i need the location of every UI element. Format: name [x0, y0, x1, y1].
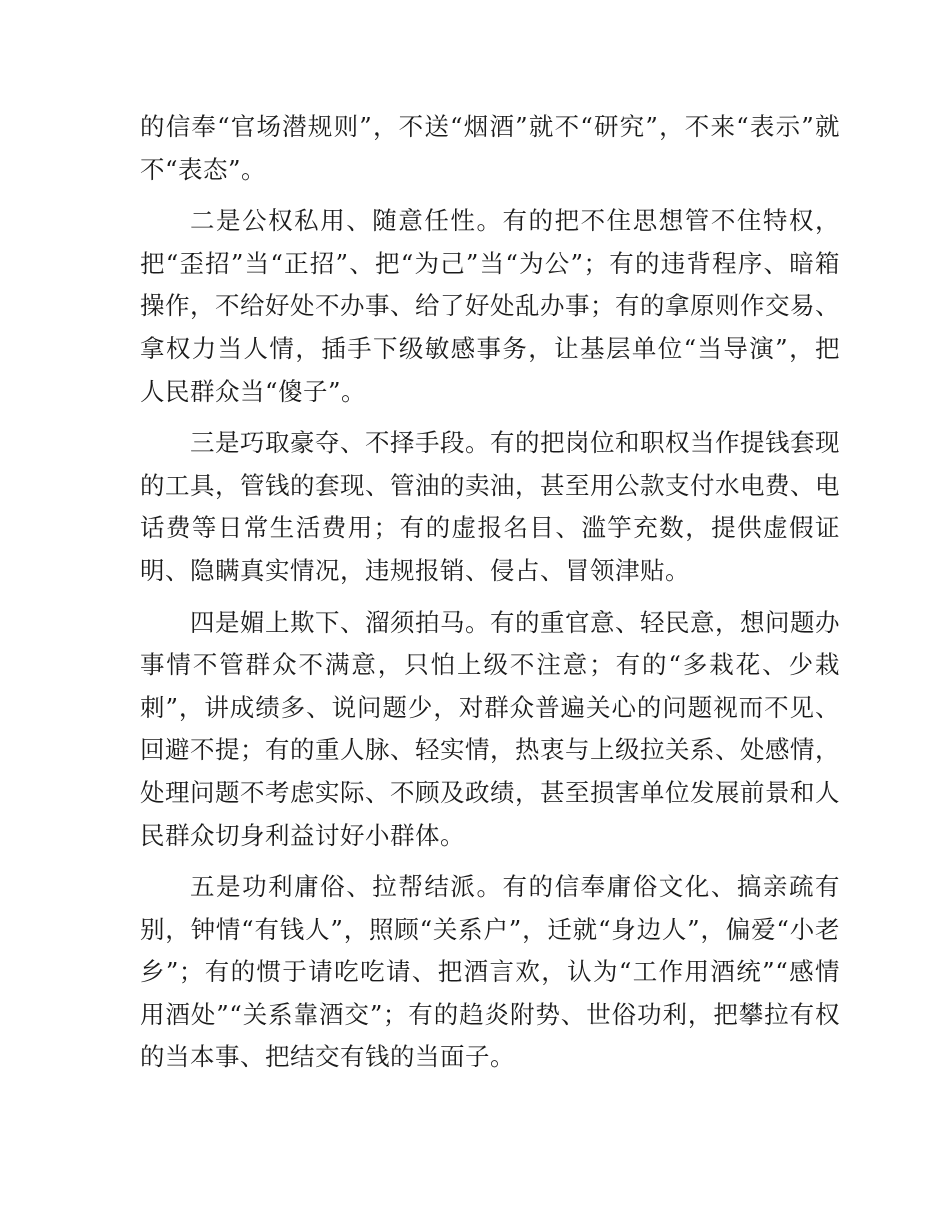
- document-body: [140, 106, 840, 1088]
- paragraph-point-three: 三是巧取豪夺、不择手段。有的把岗位和职权当作提钱套现的工具，管钱的套现、管油的卖油，甚至用公款支付水电费、电话费等日常生活费用；有的虚报名目、滥竽充数，提供虚假证明、隐瞒真实情况，违规报销、侵占、冒领津贴。: [140, 428, 840, 585]
- paragraph-point-two: 二是公权私用、随意任性。有的把不住思想管不住特权，把“歪招”当“正招”、把“为己”当“为公”；有的违背程序、暗箱操作，不给好处不办事、给了好处乱办事；有的拿原则作交易、拿权力当人情，插手下级敏感事务，让基层单位“当导演”，把人民群众当“傻子”。: [140, 206, 840, 406]
- paragraph-point-five: 五是功利庸俗、拉帮结派。有的信奉庸俗文化、搞亲疏有别，钟情“有钱人”，照顾“关系户”，迁就“身边人”，偏爱“小老乡”；有的惯于请吃吃请、把酒言欢，认为“工作用酒统”“感情用酒处”“关系靠酒交”；有的趋炎附势、世俗功利，把攀拉有权的当本事、把结交有钱的当面子。: [140, 872, 840, 1072]
- paragraph-continuation: 的信奉“官场潜规则”，不送“烟酒”就不“研究”，不来“表示”就不“表态”。: [140, 112, 840, 184]
- paragraph-point-four: 四是媚上欺下、溜须拍马。有的重官意、轻民意，想问题办事情不管群众不满意，只怕上级不注意；有的“多栽花、少栽刺”，讲成绩多、说问题少，对群众普遍关心的问题视而不见、回避不提；有的重人脉、轻实情，热衷与上级拉关系、处感情，处理问题不考虑实际、不顾及政绩，甚至损害单位发展前景和人民群众切身利益讨好小群体。: [140, 607, 840, 850]
